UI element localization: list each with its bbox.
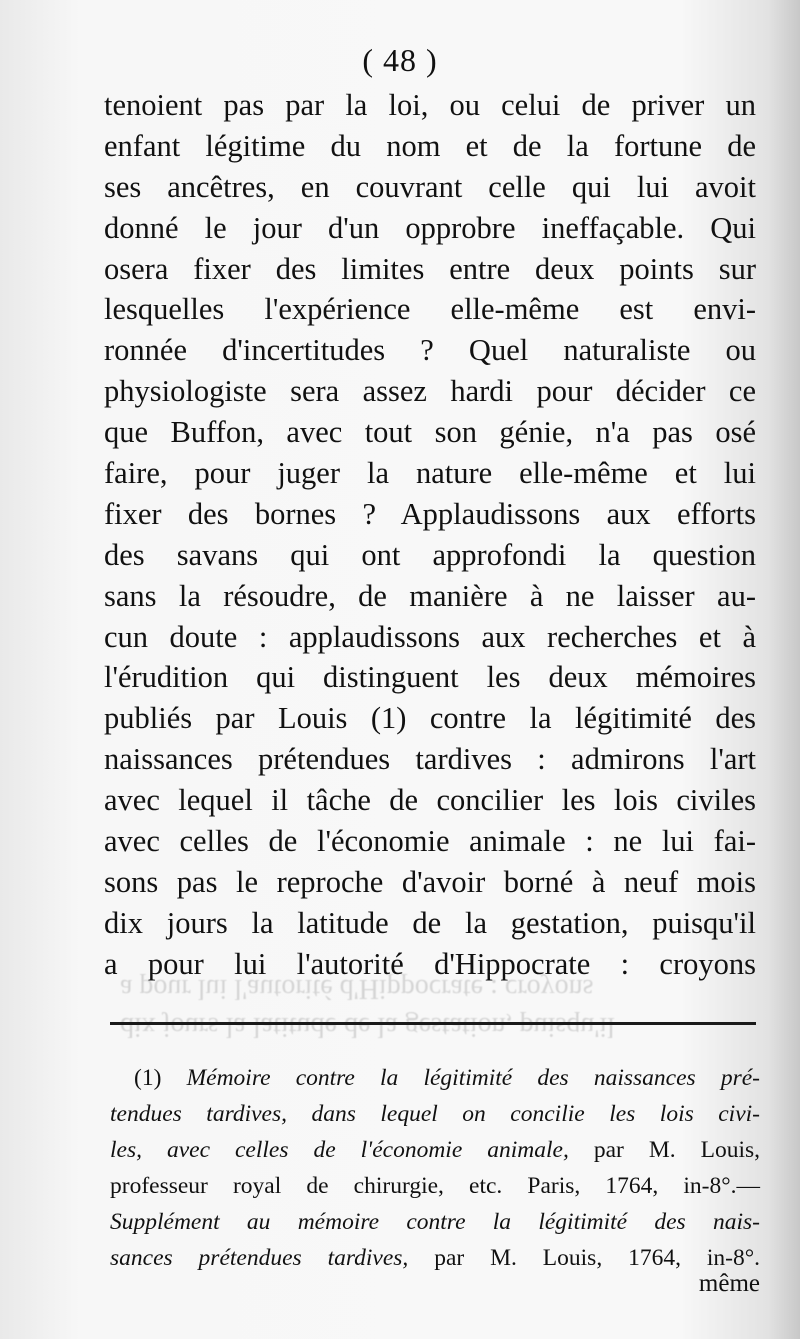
- text-line: ses ancêtres, en couvrant celle qui lui avoit: [104, 169, 756, 204]
- text-line: dix jours la latitude de la gestation, puisqu'il: [104, 905, 756, 940]
- text-line: que Buffon, avec tout son génie, n'a pas osé: [104, 415, 756, 450]
- text-line: faire, pour juger la nature elle-même et lui: [104, 456, 756, 491]
- footnote-line: [110, 1240, 760, 1276]
- footnote-line: [110, 1060, 760, 1096]
- footnote: [110, 1060, 760, 1276]
- footnote-title-text: Mémoire contre la légitimité des naissances pré-: [186, 1065, 761, 1091]
- text-line: osera fixer des limites entre deux points sur: [104, 251, 756, 286]
- text-line: l'érudition qui distinguent les deux mémoires: [104, 660, 756, 695]
- text-line: fixer des bornes ? Applaudissons aux efforts: [104, 496, 756, 531]
- text-line: cun doute : applaudissons aux recherches et à: [104, 619, 756, 654]
- footnote-line: professeur royal de chirurgie, etc. Paris, 1764, in-8°.—: [110, 1173, 760, 1199]
- page-number: ( 48 ): [362, 42, 438, 78]
- show-through-bleed: dix jours la latitude de la gestation, puisqu'il a pour lui l'autorité d'Hippocrate : croyons: [120, 973, 615, 1042]
- footnote-separator-rule: [110, 1022, 756, 1025]
- text-line: lesquelles l'expérience elle-même est envi-: [104, 292, 756, 327]
- footnote-title-text: les, avec celles de l'économie animale,: [110, 1137, 569, 1163]
- text-line: des savans qui ont approfondi la question: [104, 537, 756, 572]
- text-line: avec lequel il tâche de concilier les lois civiles: [104, 783, 756, 818]
- body-text: [104, 85, 756, 985]
- footnote-line: Supplément au mémoire contre la légitimité des nais-: [110, 1209, 760, 1235]
- footnote-author-text: par M. Louis, 1764, in-8°.: [434, 1245, 761, 1271]
- footnote-author-text: par M. Louis,: [593, 1137, 760, 1163]
- footnote-line: tendues tardives, dans lequel on concilie les lois civi-: [110, 1101, 760, 1127]
- footnote-line: [110, 1132, 760, 1168]
- text-line: ronnée d'incertitudes ? Quel naturaliste ou: [104, 333, 756, 368]
- footnote-title-text: sances prétendues tardives,: [110, 1245, 409, 1271]
- text-line: avec celles de l'économie animale : ne lui fai-: [104, 824, 756, 859]
- text-line: enfant légitime du nom et de la fortune de: [104, 128, 756, 163]
- text-line: tenoient pas par la loi, ou celui de priver un: [104, 88, 756, 122]
- text-line: sans la résoudre, de manière à ne laisser au-: [104, 578, 756, 613]
- footnote-marker: (1): [134, 1065, 162, 1091]
- text-line: donné le jour d'un opprobre ineffaçable. Qui: [104, 210, 756, 245]
- text-line: physiologiste sera assez hardi pour décider ce: [104, 374, 756, 409]
- text-line: sons pas le reproche d'avoir borné à neuf mois: [104, 864, 756, 899]
- text-line: publiés par Louis (1) contre la légitimité des: [104, 701, 756, 736]
- catchword: même: [698, 1270, 760, 1297]
- text-line: a pour lui l'autorité d'Hippocrate : croyons: [104, 946, 756, 981]
- text-line: naissances prétendues tardives : admirons l'art: [104, 742, 756, 777]
